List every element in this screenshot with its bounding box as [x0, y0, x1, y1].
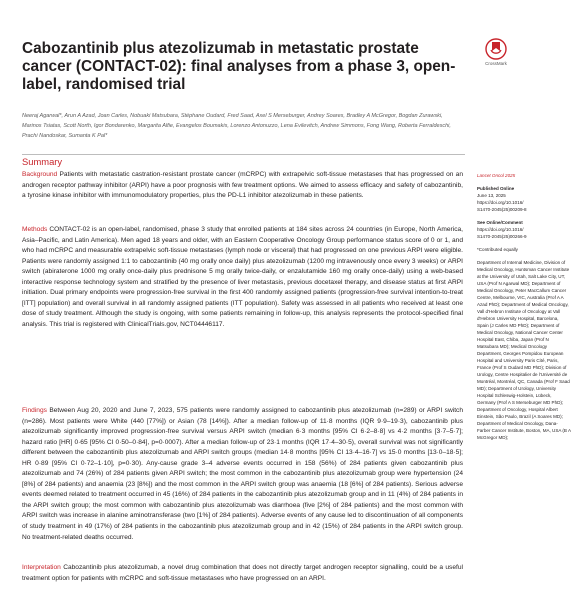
published-online-date: June 13, 2025	[477, 193, 506, 198]
section-text-findings: Between Aug 20, 2020 and June 7, 2023, 575 patients were randomly assigned to cabozantinib plus atezolizumab (n=289) or ARPI switch (n=286). Most patients were White (440 [77%]) or Asian (78 [14%]). After a median follow-up of 11·8 months (IQR 9·9–19·3), cabozantinib plus atezolizumab significantly improved progression-free survival versus ARPI switch (median 6·3 months [95% CI 6·2–8·8] vs 4·2 months [3·7–5·7]; hazard ratio [HR] 0·65 [95% CI 0·50–0·84], p=0·0007). After a median follow-up of 23·1 months (IQR 17·4–30·5), overall survival was not significantly different between the cabozantinib plus atezolizumab and ARPI switch groups (median 14·8 months [95% CI 13·4–16·7] vs 15·0 months [13·0–18·5]; HR 0·89 [95% CI 0·72–1·10], p=0·30). Any-cause grade 3–4 adverse events occurred in 158 (56%) of 284 patients given cabozantinib plus atezolizumab and 74 (26%) of 284 patients given ARPI switch; the most common in the cabozantinib plus atezolizumab group were hypertension (24 [8%] of 284 patients) and anaemia (23 [8%]) and the most common in the ARPI switch group was anaemia (18 [6%] of 284 patients). Serious adverse events deemed related to treatment occurred in 45 (16%) of 284 patients in the cabozantinib plus atezolizumab group and in 11 (4%) of 284 patients in the ARPI switch group; the most common with cabozantinib plus atezolizumab was diarrhoea (five [2%] of 284 patients) and the most common with ARPI switch was increase in alanine aminotransferase (two [1%] of 284 patients). Adverse events of any cause led to discontinuation of all components of study treatment in 49 (17%) of 284 patients in the cabozantinib plus atezolizumab group and in 42 (15%) of 284 patients in the ARPI switch group. No treatment-related deaths occurred.	[22, 407, 463, 541]
section-text-interpretation: Cabozantinib plus atezolizumab, a novel drug combination that does not directly target androgen receptor signalling, could be a useful treatment option for patients with mCRPC and soft-tissue metastases who have progressed on an ARPI.	[22, 564, 463, 582]
journal-citation: Lancet Oncol 2025	[477, 173, 516, 178]
contributed-note: *Contributed equally	[477, 247, 518, 252]
summary-heading: Summary	[22, 156, 63, 167]
comment-doi-link-2[interactable]: S1470-2045(25)00266-9	[477, 234, 527, 239]
section-text-methods: CONTACT-02 is an open-label, randomised, phase 3 study that enrolled patients at 184 sites across 24 countries (in Europe, North America, Asia–Pacific, and Latin America). Men aged 18 years and older, with an Eastern Cooperative Oncology Group performance status score of 0 or 1, and who had mCRPC and measurable extrapelvic soft-tissue metastases (lymph node or visceral) that had progressed on one previous ARPI were eligible. Patients were randomly assigned 1:1 to cabozantinib (40 mg orally once daily) plus atezolizumab (1200 mg intravenously once every 3 weeks) or ARPI switch (abiraterone 1000 mg orally once-daily plus prednisone 5 mg orally twice-daily, or enzalutamide 160 mg orally once-daily) using a web-based interactive response technology system and stratified by the presence of liver metastasis, previous docetaxel therapy, and disease status at first ARPI initiation. Dual primary endpoints were progression-free survival in the first 400 randomly assigned patients (progression-free survival intention-to-treat [ITT] population) and overall survival in all randomly assigned patients (ITT population). Safety was assessed in all patients who received at least one dose of study treatment. Although the study is ongoing, with some patients remaining in follow-up, this analysis represents the protocol-specified final analysis. This trial is registered with ClinicalTrials.gov, NCT04446117.	[22, 226, 463, 328]
published-doi-link-1[interactable]: https://doi.org/10.1016/	[477, 200, 524, 205]
crossmark-icon	[485, 38, 507, 60]
published-doi-link-2[interactable]: S1470-2045(25)00209-8	[477, 207, 527, 212]
summary-methods	[22, 225, 463, 330]
summary-findings	[22, 406, 463, 543]
see-online-label: See Online/Comment	[477, 220, 523, 225]
section-label-background: Background	[22, 171, 58, 178]
crossmark-label: CrossMark	[485, 61, 507, 66]
crossmark-badge[interactable]	[481, 38, 511, 66]
article-sidebar	[477, 172, 571, 441]
section-label-interpretation: Interpretation	[22, 564, 61, 571]
section-label-methods: Methods	[22, 226, 48, 233]
summary-interpretation	[22, 563, 463, 584]
author-list: Neeraj Agarwal*, Arun A Azad, Joan Carles, Nobuaki Matsubara, Stéphane Oudard, Fred Saad, Axel S Merseburger, Andrey Soares, Bradley A McGregor, Bogdan Zurawski, Marinos Tsiatas, Scott North, Igor Bondarenko, Margarita Alfie, Evangelos Boumakis, Lorenzo Antonuzzo, Lena Evilevitch, Andrew Simmons, Fong Wang, Roberta Ferraldeschi, Prachi Nandoskar, Sumanta K Pal*	[22, 113, 451, 139]
divider	[22, 154, 465, 155]
comment-doi-link-1[interactable]: https://doi.org/10.1016/	[477, 227, 524, 232]
summary-background	[22, 170, 463, 202]
section-text-background: Patients with metastatic castration-resistant prostate cancer (mCRPC) with extrapelvic soft-tissue metastases that has progressed on an androgen receptor pathway inhibitor (ARPI) have a poor prognosis with few treatment options. We aimed to assess efficacy and safety of cabozantinib, a tyrosine kinase inhibitor with immunomodulatory properties, plus the PD-L1 inhibitor atezolizumab in these patients.	[22, 171, 463, 200]
section-label-findings: Findings	[22, 407, 47, 414]
article-title: Cabozantinib plus atezolizumab in metastatic prostate cancer (CONTACT-02): final analyses from a phase 3, open-label, randomised trial	[22, 40, 456, 93]
published-online-label: Published Online	[477, 186, 515, 191]
author-affiliations: Department of Internal Medicine, Division of Medical Oncology, Huntsman Cancer Institute at the University of Utah, Salt Lake City, UT, USA (Prof N Agarwal MD); Department of Medical Oncology, Peter MacCallum Cancer Centre, Melbourne, VIC, Australia (Prof A A Azad PhD); Department of Medical Oncology, Vall d'Hebron Institute of Oncology at Vall d'Hebron University Hospital, Barcelona, Spain (J Carles MD PhD); Department of Medical Oncology, National Cancer Center Hospital East, Chiba, Japan (Prof N Matsubara MD); Medical Oncology Department, Georges Pompidou European Hospital and University Paris Cité, Paris, France (Prof S Oudard MD PhD); Division of Urology, Centre Hospitalier de l'Université de Montréal, Montréal, QC, Canada (Prof F Saad MD); Department of Urology, University Hospital Schleswig-Holstein, Lübeck, Germany (Prof A S Merseburger MD PhD); Department of Oncology, Hospital Albert Einstein, São Paulo, Brazil (A Soares MD); Department of Medical Oncology, Dana-Farber Cancer Institute, Boston, MA, USA (B A McGregor MD);	[477, 260, 571, 440]
